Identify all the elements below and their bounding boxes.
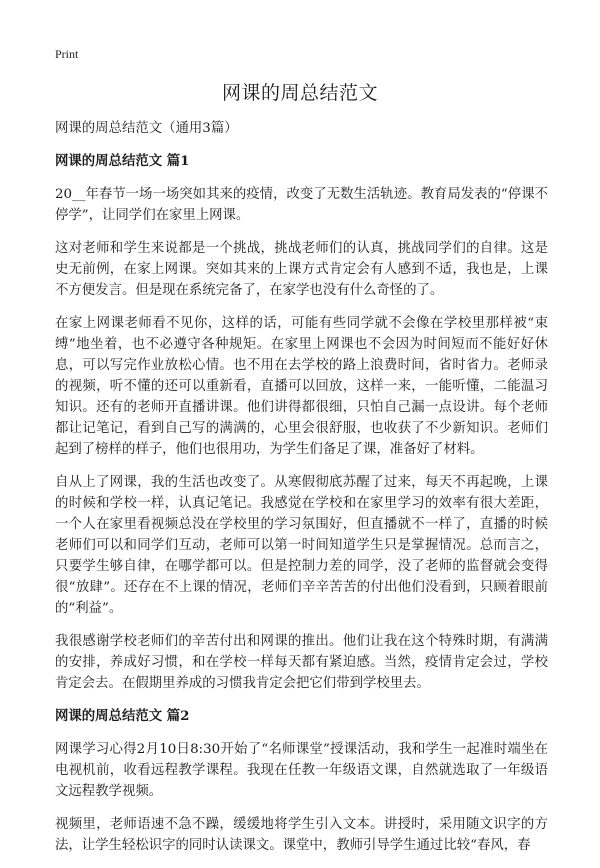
section-2 [55,706,548,856]
paragraph: 网课学习心得2月10日8:30开始了“名师课堂”授课活动，我和学生一起准时端坐在电视机前，收看远程教学课程。我现在任教一年级语文课，自然就选取了一年级语文远程教学视频。 [55,742,548,799]
document-body [55,118,548,868]
paragraph: 20__年春节一场一场突如其来的疫情，改变了无数生活轨迹。教育局发表的“停课不停学”，让同学们在家里上网课。 [55,187,548,223]
section-heading: 网课的周总结范文 篇1 [55,153,190,169]
paragraph: 这对老师和学生来说都是一个挑战，挑战老师们的认真，挑战同学们的自律。这是史无前例，在家上网课。突如其来的上课方式肯定会有人感到不适，我也是，上课不方便发言。但是现在系统完备了，在家学也没有什么奇怪的了。 [55,241,548,298]
paragraph: 视频里，老师语速不急不躁，缓缓地将学生引入文本。讲授时，采用随文识字的方法，让学生轻松识字的同时认读课文。课堂中，教师引导学生通过比较“春风，春 [55,817,548,853]
section-heading: 网课的周总结范文 篇2 [55,708,190,724]
print-link[interactable]: Print [55,47,79,61]
paragraph: 我很感谢学校老师们的辛苦付出和网课的推出。他们让我在这个特殊时期，有满满的安排，养成好习惯，和在学校一样每天都有紧迫感。当然，疫情肯定会过，学校肯定会去。在假期里养成的习惯我肯定会把它们带到学校里去。 [55,634,548,691]
paragraph: 自从上了网课，我的生活也改变了。从寒假彻底苏醒了过来，每天不再起晚，上课的时候和学校一样，认真记笔记。我感觉在学校和在家里学习的效率有很大差距，一个人在家里看视频总没在学校里的学习氛围好，但直播就不一样了，直播的时候老师们可以和同学们互动，老师可以第一时间知道学生只是掌握情况。总而言之，只要学生够自律，在哪学都可以。但是控制力差的同学，没了老师的监督就会变得很“放肆”。还存在不上课的情况，老师们辛辛苦苦的付出他们没看到，只顾着眼前的“利益”。 [55,475,548,616]
page-title: 网课的周总结范文 [221,82,378,104]
paragraph: 在家上网课老师看不见你，这样的话，可能有些同学就不会像在学校里那样被“束缚”地坐着，也不必遵守各种规矩。在家里上网课也不会因为时间短而不能好好休息，可以写完作业放松心情。也不用在去学校的路上浪费时间，省时省力。老师录的视频，听不懂的还可以重新看，直播可以回放，这样一来，一能听懂，二能温习知识。还有的老师开直播讲课。他们讲得都很细，只怕自己漏一点设讲。每个老师都让记笔记，看到自己写的满满的，心里会很舒服，也收获了不少新知识。老师们起到了榜样的样子，他们也很用功，为学生们备足了课，准备好了材料。 [55,316,548,457]
section-1 [55,151,548,694]
document-subtitle: 网课的周总结范文（通用3篇） [55,121,238,136]
